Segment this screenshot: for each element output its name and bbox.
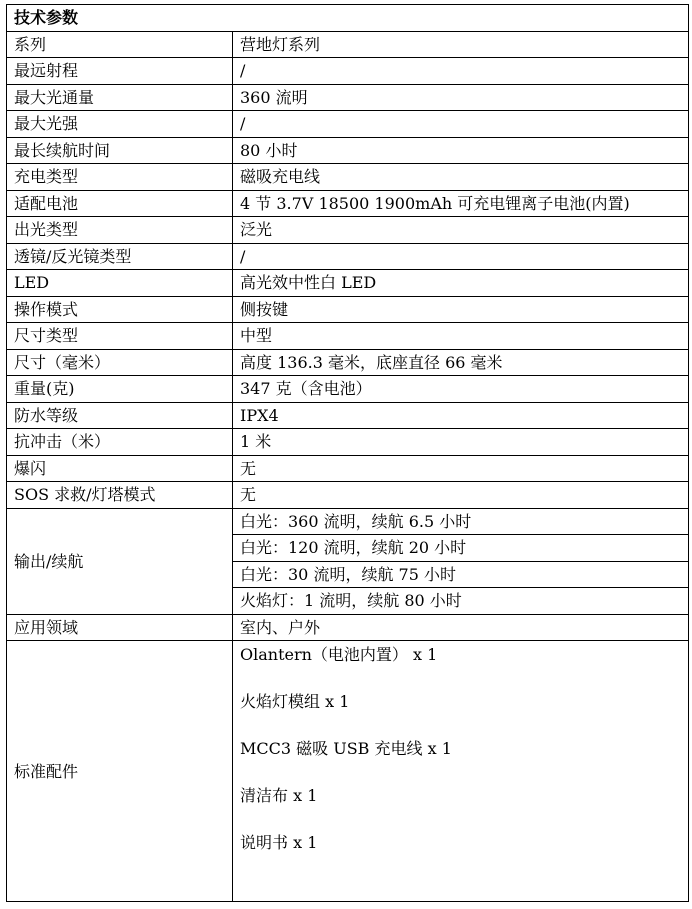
spec-label: 操作模式 (7, 296, 233, 323)
spec-label: 尺寸（毫米） (7, 349, 233, 376)
table-row (7, 243, 689, 270)
spec-value: 高度 136.3 毫米，底座直径 66 毫米 (233, 349, 689, 376)
output-value: 白光：30 流明，续航 75 小时 (233, 561, 689, 588)
table-row (7, 58, 689, 85)
table-row (7, 482, 689, 509)
output-row (7, 508, 689, 535)
table-row (7, 111, 689, 138)
spec-value: 无 (233, 455, 689, 482)
spec-value: 4 节 3.7V 18500 1900mAh 可充电锂离子电池(内置) (233, 190, 689, 217)
spec-value: 侧按键 (233, 296, 689, 323)
spec-label: 系列 (7, 31, 233, 58)
spec-label: 适配电池 (7, 190, 233, 217)
spec-label: 爆闪 (7, 455, 233, 482)
spec-value: 营地灯系列 (233, 31, 689, 58)
table-row (7, 31, 689, 58)
spec-label: 最长续航时间 (7, 137, 233, 164)
spec-label: 透镜/反光镜类型 (7, 243, 233, 270)
spec-label: 最大光强 (7, 111, 233, 138)
output-value: 白光：120 流明，续航 20 小时 (233, 535, 689, 562)
table-row (7, 402, 689, 429)
application-value: 室内、户外 (233, 614, 689, 641)
output-label: 输出/续航 (7, 508, 233, 614)
spec-label: 防水等级 (7, 402, 233, 429)
spec-label: 最远射程 (7, 58, 233, 85)
table-row (7, 190, 689, 217)
title-row (7, 5, 689, 32)
spec-label: 尺寸类型 (7, 323, 233, 350)
spec-value: 360 流明 (233, 84, 689, 111)
table-row (7, 84, 689, 111)
table-row (7, 429, 689, 456)
spec-label: LED (7, 270, 233, 297)
table-row (7, 164, 689, 191)
spec-value: 中型 (233, 323, 689, 350)
accessory-item: 清洁布 x 1 (240, 786, 318, 805)
application-label: 应用领域 (7, 614, 233, 641)
spec-value: 磁吸充电线 (233, 164, 689, 191)
spec-value: 泛光 (233, 217, 689, 244)
spec-value: / (233, 243, 689, 270)
spec-label: 重量(克) (7, 376, 233, 403)
accessory-item: 说明书 x 1 (240, 833, 318, 852)
table-row (7, 217, 689, 244)
spec-value: 无 (233, 482, 689, 509)
spec-table (6, 4, 689, 902)
spec-label: 出光类型 (7, 217, 233, 244)
spec-label: SOS 求救/灯塔模式 (7, 482, 233, 509)
spec-label: 最大光通量 (7, 84, 233, 111)
accessory-item: 火焰灯模组 x 1 (240, 692, 350, 711)
application-row (7, 614, 689, 641)
accessories-list (233, 641, 689, 902)
spec-value: 高光效中性白 LED (233, 270, 689, 297)
spec-label: 充电类型 (7, 164, 233, 191)
accessories-row (7, 641, 689, 902)
table-row (7, 323, 689, 350)
table-row (7, 349, 689, 376)
accessory-item: Olantern（电池内置） x 1 (240, 645, 438, 664)
spec-value: 347 克（含电池） (233, 376, 689, 403)
output-value: 白光：360 流明，续航 6.5 小时 (233, 508, 689, 535)
spec-table-body (7, 5, 689, 902)
table-title: 技术参数 (7, 5, 689, 32)
table-row (7, 376, 689, 403)
accessories-label: 标准配件 (7, 641, 233, 902)
table-row (7, 270, 689, 297)
table-row (7, 137, 689, 164)
spec-value: / (233, 58, 689, 85)
table-row (7, 455, 689, 482)
spec-value: / (233, 111, 689, 138)
spec-value: 80 小时 (233, 137, 689, 164)
spec-value: IPX4 (233, 402, 689, 429)
accessory-item: MCC3 磁吸 USB 充电线 x 1 (240, 739, 452, 758)
output-value: 火焰灯：1 流明，续航 80 小时 (233, 588, 689, 615)
spec-label: 抗冲击（米） (7, 429, 233, 456)
table-row (7, 296, 689, 323)
spec-value: 1 米 (233, 429, 689, 456)
